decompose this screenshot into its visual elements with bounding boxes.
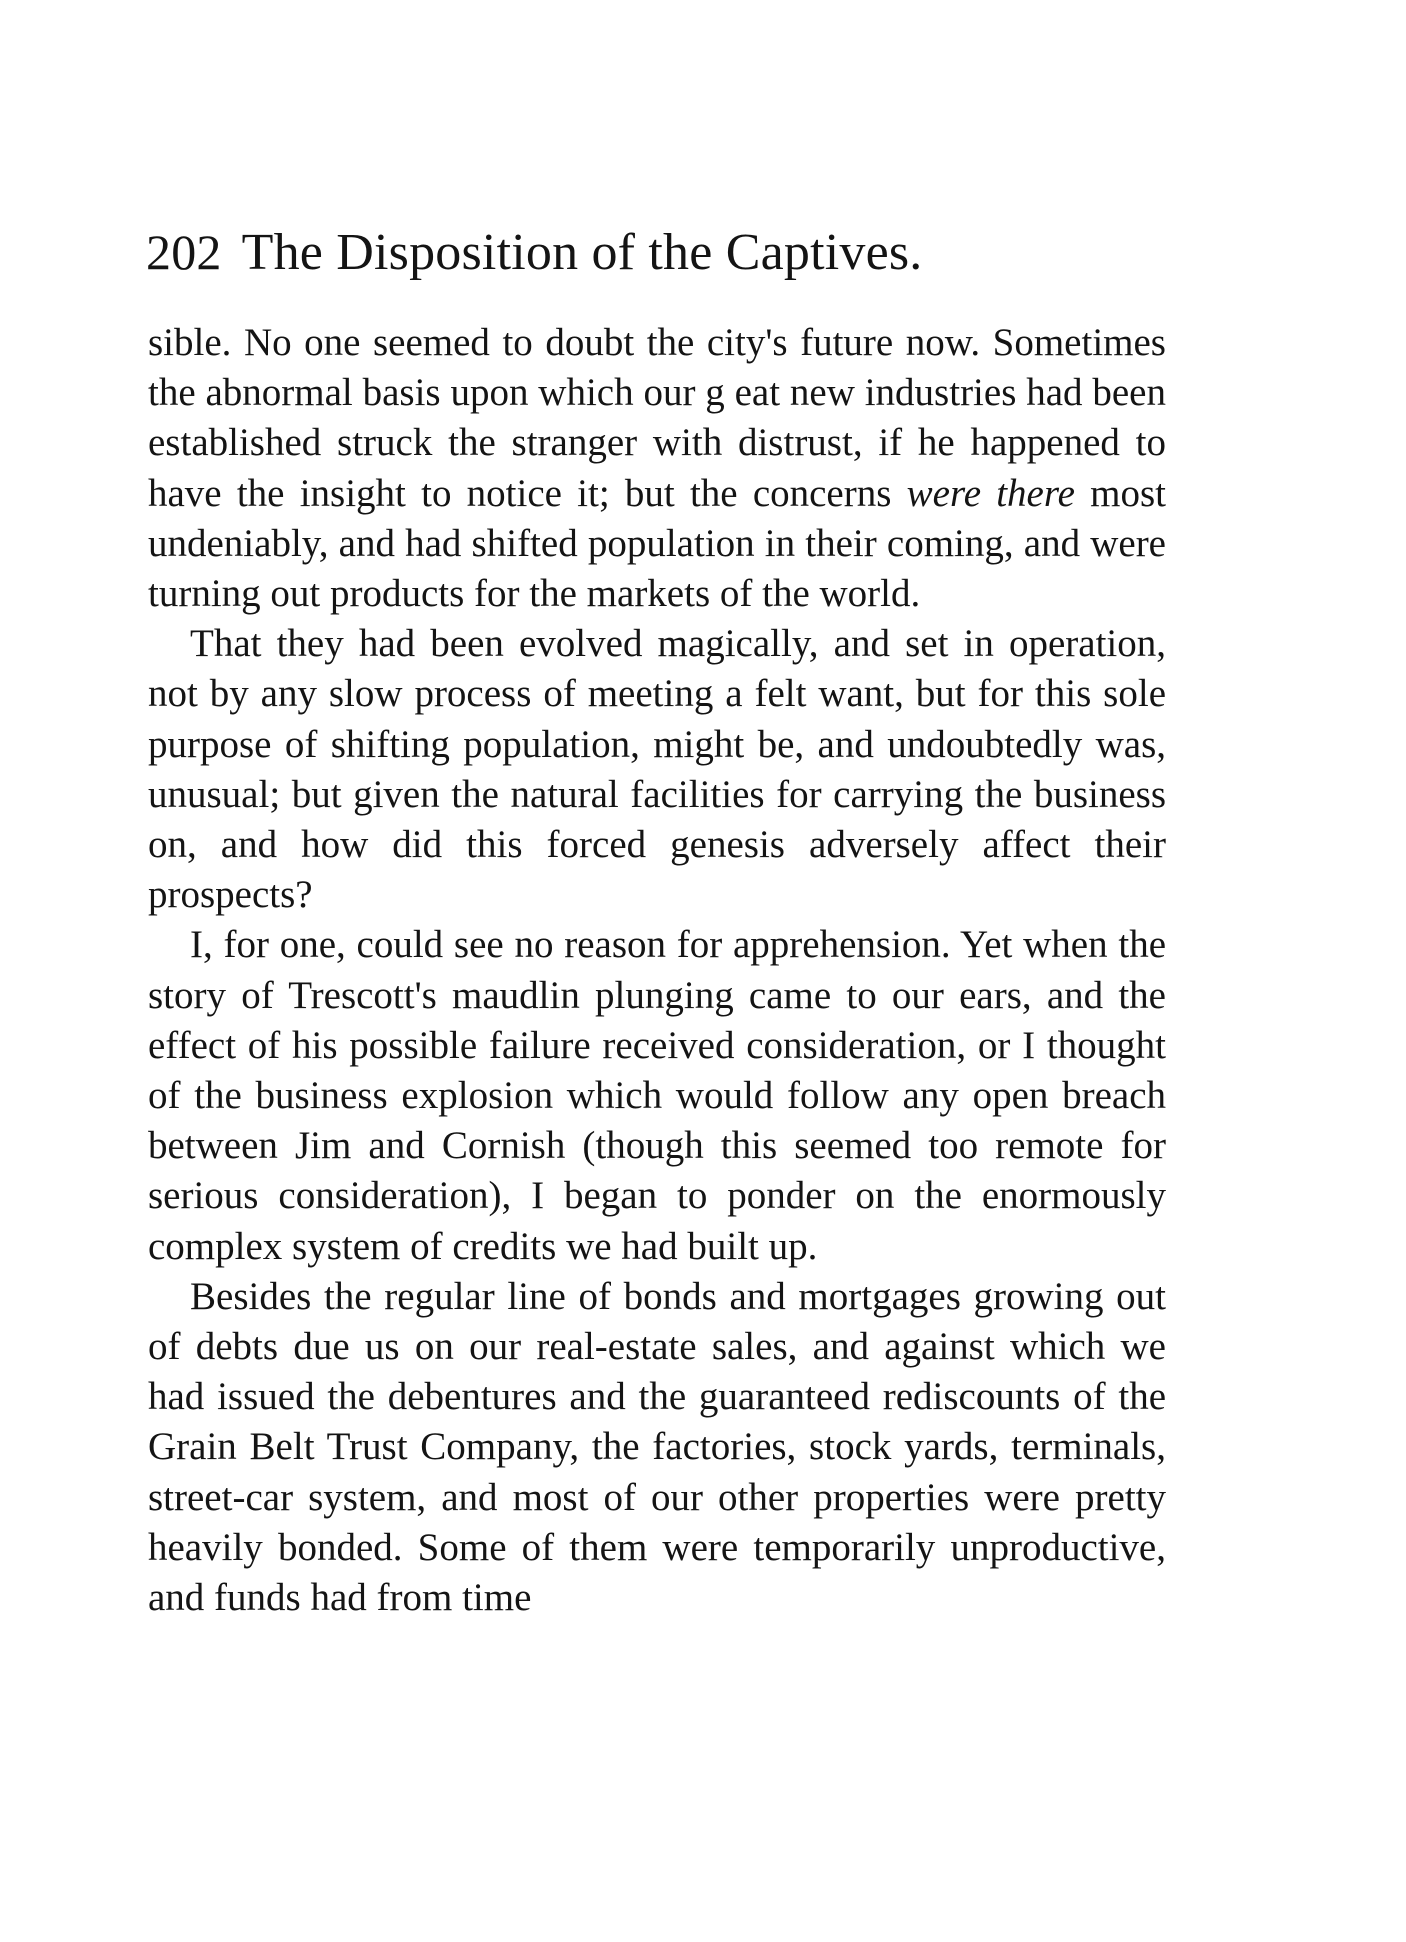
page-number: 202	[146, 224, 222, 280]
book-page	[148, 0, 1166, 1942]
running-head	[146, 222, 1176, 283]
paragraph-4: Besides the regular line of bonds and mortgages growing out of debts due us on our real-estate sales, and against which we had issued the debentures and the guaranteed rediscounts of the Grain Belt Trust Company, the factories, stock yards, terminals, street-car system, and most of our other properties were pretty heavily bonded. Some of them were temporarily unproductive, and funds had from time	[148, 1274, 1166, 1620]
paragraph-2: That they had been evolved magically, and set in operation, not by any slow process of meeting a felt want, but for this sole purpose of shifting population, might be, and undoubtedly was, unusual; but given the natural facilities for carrying the business on, and how did this forced genesis adversely affect their prospects?	[148, 622, 1166, 917]
paragraph-1	[148, 318, 1166, 619]
paragraph-1-emphasis: were there	[906, 471, 1075, 515]
chapter-title: The Disposition of the Captives.	[241, 224, 923, 281]
paragraph-3: I, for one, could see no reason for apprehension. Yet when the story of Trescott's maudlin plunging came to our ears, and the effect of his possible failure received consideration, or I thought of the business explosion which would follow any open breach between Jim and Cornish (though this seemed too remote for serious consideration), I began to ponder on the enormously complex system of credits we had built up.	[148, 923, 1166, 1268]
body-text	[148, 318, 1166, 1623]
paragraph-1-text-start: sible. No one seemed to doubt the city's future now. Sometimes the abnormal basis upon which our g eat new industries had been established struck the stranger with distrust, if he happened to have the insight to notice it; but the concerns	[148, 321, 1166, 515]
paragraph-1-text-end: most undeniably, and had shifted population in their coming, and were turning out products for the markets of the world.	[148, 471, 1166, 616]
